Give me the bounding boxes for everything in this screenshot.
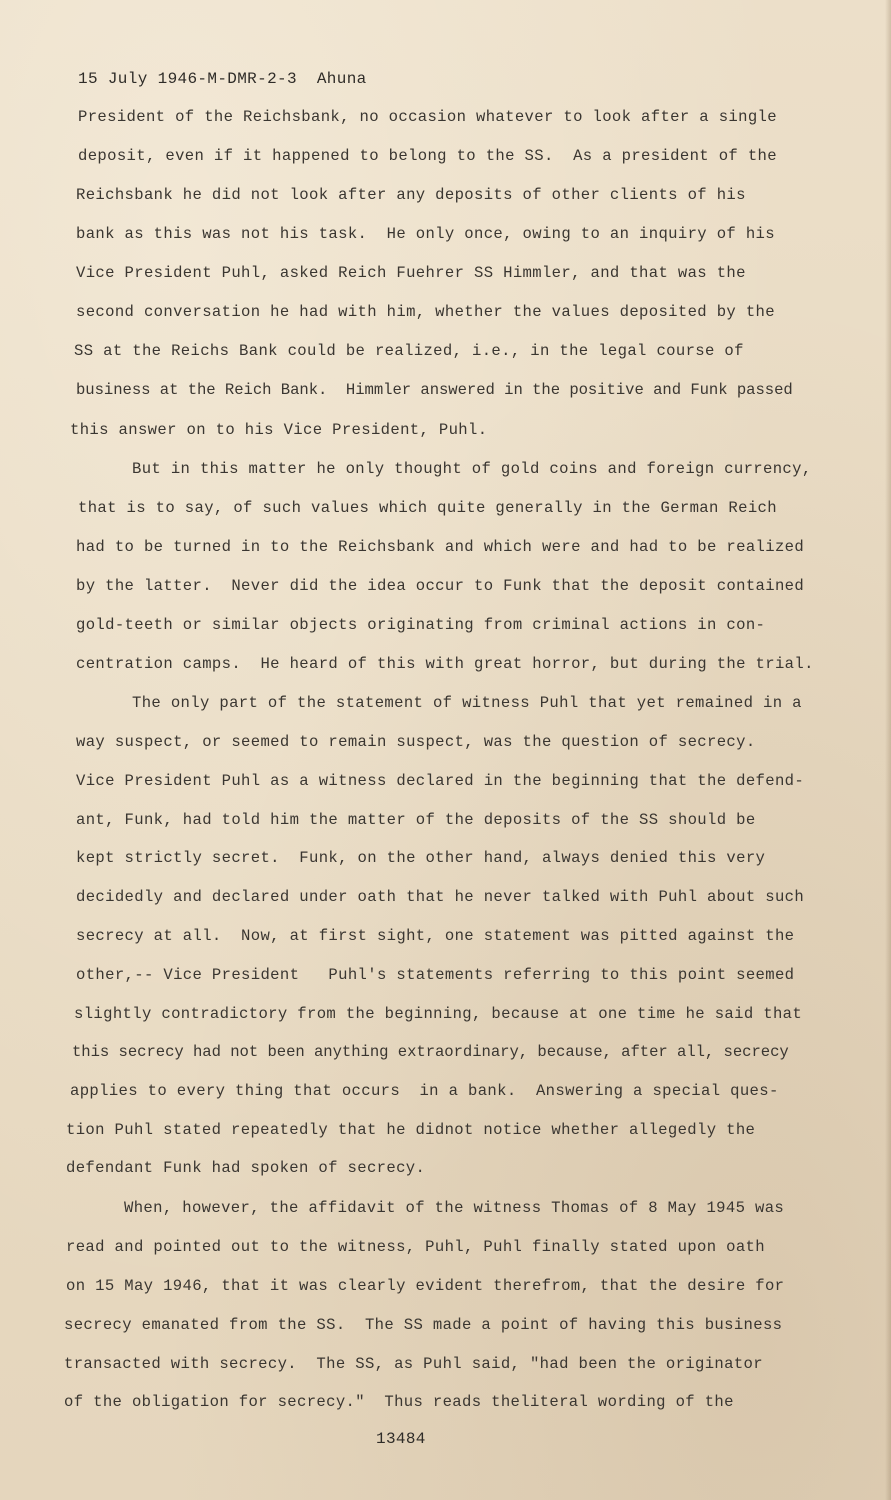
text-line: by the latter. Never did the idea occur to Funk that the deposit contained [76,577,805,595]
text-line: tion Puhl stated repeatedly that he didnot notice whether allegedly the [66,1121,756,1139]
text-line: transacted with secrecy. The SS, as Puhl said, "had been the originator [64,1355,763,1373]
text-line: business at the Reich Bank. Himmler answered in the positive and Funk passed [76,381,793,399]
text-line: secrecy emanated from the SS. The SS made a point of having this business [64,1316,783,1334]
text-line: centration camps. He heard of this with great horror, but during the trial. [76,655,814,673]
text-line: had to be turned in to the Reichsbank and which were and had to be realized [76,538,805,556]
text-line: other,-- Vice President Puhl's statements referring to this point seemed [76,966,795,984]
text-line: that is to say, of such values which quite generally in the German Reich [78,499,777,517]
text-line: secrecy at all. Now, at first sight, one statement was pitted against the [76,927,795,945]
text-line: deposit, even if it happened to belong to the SS. As a president of the [78,147,777,165]
text-line: The only part of the statement of witness Puhl that yet remained in a [132,694,802,712]
text-line: of the obligation for secrecy." Thus reads theliteral wording of the [64,1393,734,1411]
page-number: 13484 [376,1430,426,1448]
text-line: But in this matter he only thought of gold coins and foreign currency, [132,460,812,478]
text-line: kept strictly secret. Funk, on the other hand, always denied this very [76,849,766,867]
text-line: Reichsbank he did not look after any deposits of other clients of his [76,186,746,204]
text-line: this secrecy had not been anything extraordinary, because, after all, secrecy [72,1043,789,1061]
text-line: read and pointed out to the witness, Puhl, Puhl finally stated upon oath [66,1238,765,1256]
text-line: applies to every thing that occurs in a bank. Answering a special ques- [70,1082,779,1100]
text-line: decidedly and declared under oath that he never talked with Puhl about such [76,888,805,906]
text-line: way suspect, or seemed to remain suspect, was the question of secrecy. [76,733,756,751]
text-line: Vice President Puhl, asked Reich Fuehrer SS Himmler, and that was the [76,264,746,282]
text-line: Vice President Puhl as a witness declared in the beginning that the defend- [76,772,805,790]
text-line: gold-teeth or similar objects originating from criminal actions in con- [76,616,766,634]
text-line: SS at the Reichs Bank could be realized, i.e., in the legal course of [74,342,744,360]
text-line: bank as this was not his task. He only once, owing to an inquiry of his [76,225,775,243]
text-line: slightly contradictory from the beginning, because at one time he said that [74,1005,803,1023]
text-line: President of the Reichsbank, no occasion whatever to look after a single [78,108,777,126]
text-line: ant, Funk, had told him the matter of the deposits of the SS should be [76,811,756,829]
text-line: on 15 May 1946, that it was clearly evident therefrom, that the desire for [66,1277,785,1295]
text-line: second conversation he had with him, whether the values deposited by the [76,303,775,321]
document-header: 15 July 1946-M-DMR-2-3 Ahuna [78,70,367,88]
text-line: this answer on to his Vice President, Puhl. [70,421,488,439]
text-line: When, however, the affidavit of the witness Thomas of 8 May 1945 was [124,1199,785,1217]
text-line: defendant Funk had spoken of secrecy. [66,1159,426,1177]
